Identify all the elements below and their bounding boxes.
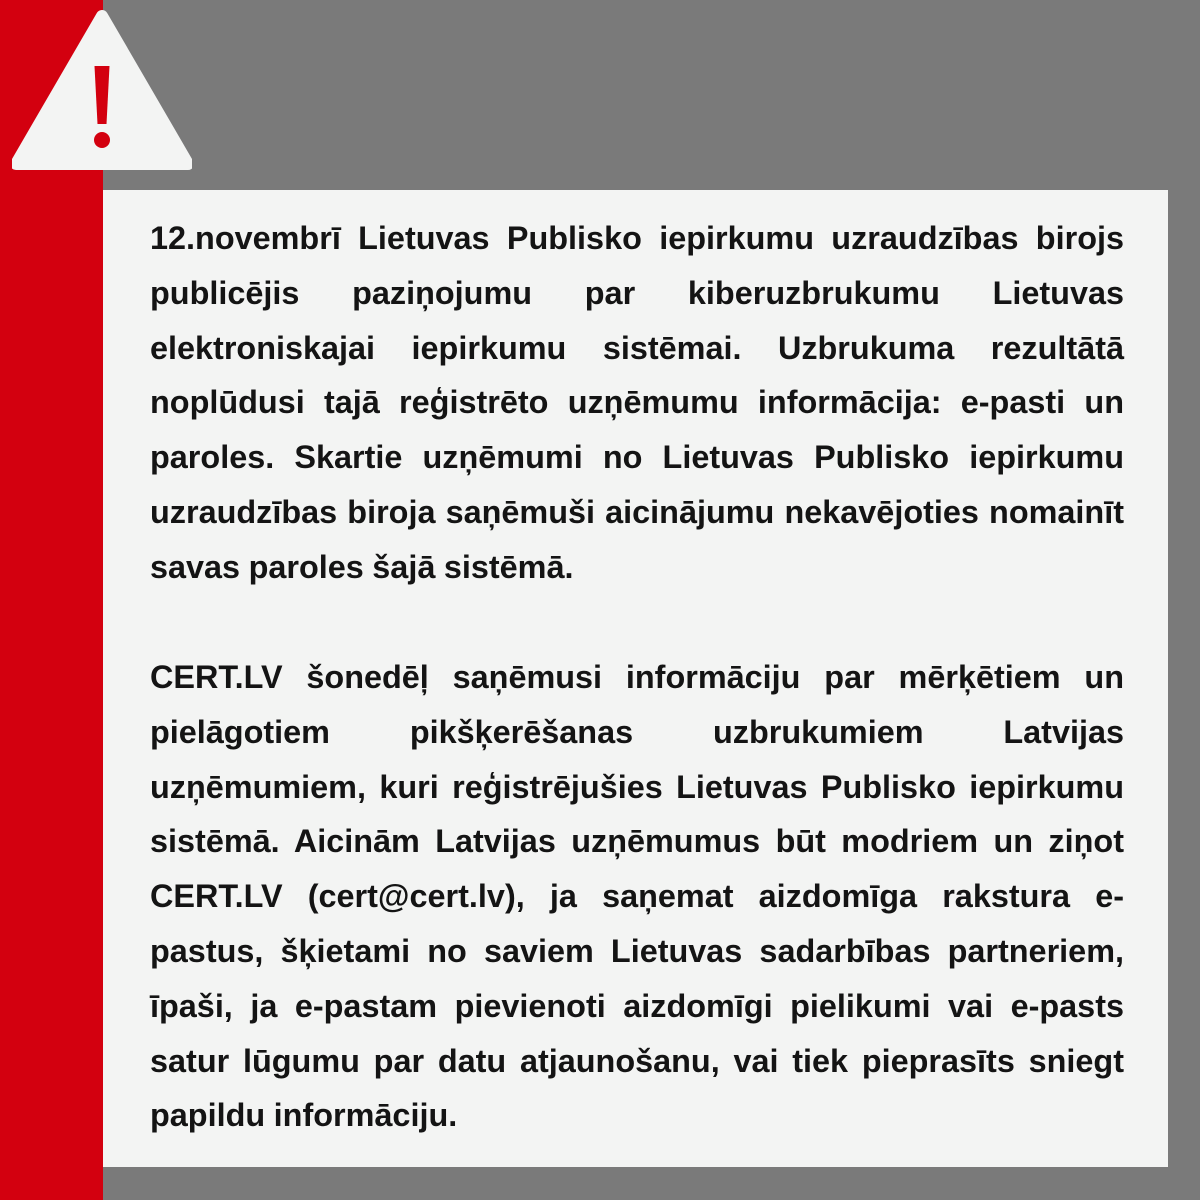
warning-triangle-icon xyxy=(12,10,192,172)
paragraph-incident: 12.novembrī Lietuvas Publisko iepirkumu uzraudzības birojs publicējis paziņojumu par kiberuzbrukumu Lietuvas elektroniskajai iepirkumu sistēmai. Uzbrukuma rezultātā noplūdusi tajā reģistrēto uzņēmumu informācija: e-pasti un paroles. Skartie uzņēmumi no Lietuvas Publisko iepirkumu uzraudzības biroja saņēmuši aicinājumu nekavējoties nomainīt savas paroles šajā sistēmā. xyxy=(150,220,1124,585)
paragraph-advice: CERT.LV šonedēļ saņēmusi informāciju par mērķētiem un pielāgotiem pikšķerēšanas uzbrukumiem Latvijas uzņēmumiem, kuri reģistrējušies Lietuvas Publisko iepirkumu sistēmā. Aicinām Latvijas uzņēmumus būt modriem un ziņot CERT.LV (cert@cert.lv), ja saņemat aizdomīga rakstura e-pastus, šķietami no saviem Lietuvas sadarbības partneriem, īpaši, ja e-pastam pievienoti aizdomīgi pielikumi vai e-pasts satur lūgumu par datu atjaunošanu, vai tiek pieprasīts sniegt papildu informāciju. xyxy=(150,659,1124,1134)
red-side-bar xyxy=(0,0,103,1200)
message-card xyxy=(103,190,1168,1167)
